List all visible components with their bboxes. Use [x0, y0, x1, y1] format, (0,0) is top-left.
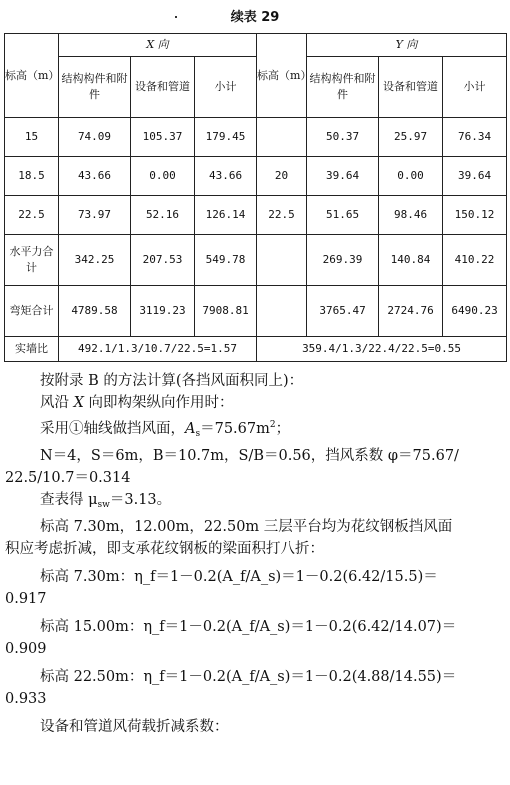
text-line: 0.917: [5, 591, 47, 607]
cell-x-subtotal: 549.78: [195, 235, 257, 286]
text-line: 标高 15.00m：η_f＝1－0.2(A_f/A_s)＝1－0.2(6.42/14.07)＝: [40, 619, 457, 635]
text-line: 查表得 $\mu_{sw}=3.13$。: [40, 492, 172, 510]
text-line: 采用①轴线做挡风面，$A_s=75.67m^2$；: [40, 420, 291, 439]
text-line: 设备和管道风荷载折减系数：: [40, 719, 229, 735]
cell-y-subtotal: 76.34: [443, 118, 507, 157]
wind-load-table: [4, 33, 507, 362]
cell-x-subtotal: 43.66: [195, 157, 257, 196]
cell-x-elev: 18.5: [5, 157, 59, 196]
cell-x-struct: 73.97: [59, 196, 131, 235]
cell-x-equip: 207.53: [131, 235, 195, 286]
text-line: 按附录 B 的方法计算(各挡风面积同上)：: [40, 373, 304, 389]
text-line: N＝4，S＝6m，B＝10.7m，S/B＝0.56，挡风系数 φ＝75.67/: [40, 448, 459, 464]
body-text: [0, 370, 510, 738]
cell-y-equip: 2724.76: [379, 286, 443, 337]
header-x-equip: 设备和管道: [131, 57, 195, 118]
cell-y-subtotal: 150.12: [443, 196, 507, 235]
cell-x-subtotal: 126.14: [195, 196, 257, 235]
text-line: 0.909: [5, 641, 47, 657]
cell-y-struct: 269.39: [307, 235, 379, 286]
cell-y-elev-empty: [257, 235, 307, 286]
cell-y-elev: 20: [257, 157, 307, 196]
cell-x-elev: 22.5: [5, 196, 59, 235]
header-y-subtotal: 小计: [443, 57, 507, 118]
text-line: 0.933: [5, 691, 47, 707]
table-row: [5, 118, 507, 157]
cell-x-struct: 4789.58: [59, 286, 131, 337]
text-line: 标高 7.30m，12.00m，22.50m 三层平台均为花纹钢板挡风面: [40, 519, 453, 535]
cell-y-equip: 140.84: [379, 235, 443, 286]
header-elevation-y: 标高（m）: [257, 34, 307, 118]
text-line: 积应考虑折减，即支承花纹钢板的梁面积打八折：: [5, 541, 324, 557]
table-row-horizontal-force: [5, 235, 507, 286]
header-x-direction: X 向: [59, 34, 257, 57]
header-y-direction: Y 向: [307, 34, 507, 57]
row-label-solidity-ratio: 实墙比: [5, 337, 59, 362]
table-row: [5, 196, 507, 235]
cell-x-equip: 52.16: [131, 196, 195, 235]
cell-y-equip: 98.46: [379, 196, 443, 235]
cell-y-struct: 39.64: [307, 157, 379, 196]
cell-x-equip: 105.37: [131, 118, 195, 157]
cell-y-subtotal: 39.64: [443, 157, 507, 196]
table-title: 续表 29: [230, 10, 280, 25]
cell-x-struct: 43.66: [59, 157, 131, 196]
header-x-subtotal: 小计: [195, 57, 257, 118]
cell-x-subtotal: 179.45: [195, 118, 257, 157]
text-line: 标高 22.50m：η_f＝1－0.2(A_f/A_s)＝1－0.2(4.88/14.55)＝: [40, 669, 457, 685]
cell-y-struct: 51.65: [307, 196, 379, 235]
cell-y-equip: 25.97: [379, 118, 443, 157]
row-label-moment: 弯矩合计: [5, 286, 59, 337]
cell-y-ratio: 359.4/1.3/22.4/22.5=0.55: [257, 337, 507, 362]
header-elevation-x: 标高（m）: [5, 34, 59, 118]
cell-y-subtotal: 6490.23: [443, 286, 507, 337]
text-line: 风沿 X 向即构架纵向作用时：: [40, 395, 234, 411]
cell-y-equip: 0.00: [379, 157, 443, 196]
cell-x-struct: 342.25: [59, 235, 131, 286]
cell-x-elev: 15: [5, 118, 59, 157]
cell-y-struct: 50.37: [307, 118, 379, 157]
cell-y-subtotal: 410.22: [443, 235, 507, 286]
cell-x-subtotal: 7908.81: [195, 286, 257, 337]
text-line: 22.5/10.7＝0.314: [5, 470, 131, 486]
table-row-moment: [5, 286, 507, 337]
header-y-struct: 结构构件和附件: [307, 57, 379, 118]
row-label-horizontal-force: 水平力合计: [5, 235, 59, 286]
cell-y-struct: 3765.47: [307, 286, 379, 337]
cell-x-equip: 0.00: [131, 157, 195, 196]
cell-x-struct: 74.09: [59, 118, 131, 157]
header-x-struct: 结构构件和附件: [59, 57, 131, 118]
cell-y-elev: 22.5: [257, 196, 307, 235]
table-row: [5, 157, 507, 196]
cell-x-equip: 3119.23: [131, 286, 195, 337]
header-y-equip: 设备和管道: [379, 57, 443, 118]
cell-x-ratio: 492.1/1.3/10.7/22.5=1.57: [59, 337, 257, 362]
text-line: 标高 7.30m：η_f＝1－0.2(A_f/A_s)＝1－0.2(6.42/15.5)＝: [40, 569, 438, 585]
cell-y-elev: [257, 118, 307, 157]
cell-y-elev-empty: [257, 286, 307, 337]
table-row-solidity-ratio: [5, 337, 507, 362]
